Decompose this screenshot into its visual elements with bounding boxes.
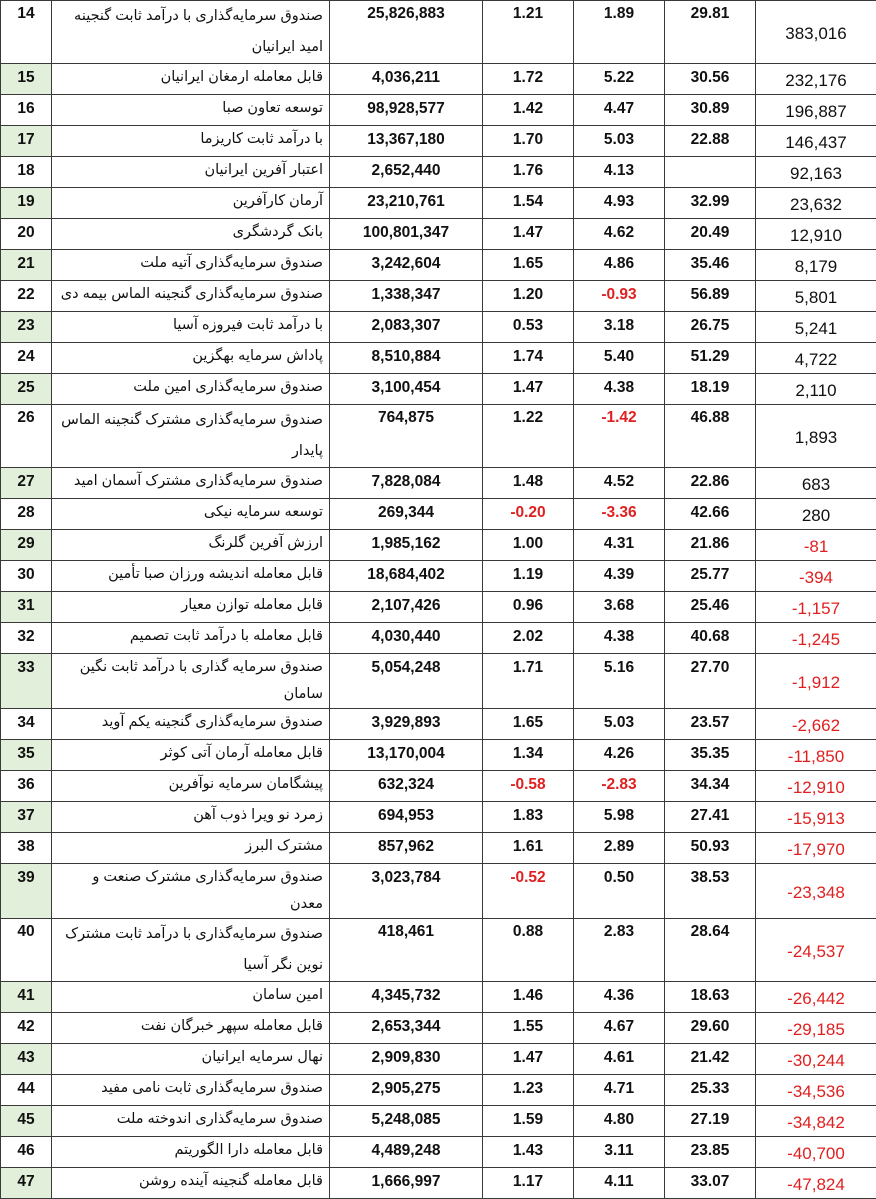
row-index: 45 bbox=[1, 1106, 52, 1137]
return-2: 4.11 bbox=[574, 1168, 665, 1199]
net-flow: 383,016 bbox=[756, 1, 876, 64]
table-row bbox=[1, 802, 876, 833]
table-row bbox=[1, 374, 876, 405]
return-3 bbox=[665, 157, 756, 188]
return-3: 38.53 bbox=[665, 864, 756, 919]
table-row bbox=[1, 1168, 876, 1199]
nav-value: 13,170,004 bbox=[330, 740, 483, 771]
table-row bbox=[1, 499, 876, 530]
return-2: 4.67 bbox=[574, 1013, 665, 1044]
row-index: 35 bbox=[1, 740, 52, 771]
return-3: 22.88 bbox=[665, 126, 756, 157]
return-2: 4.80 bbox=[574, 1106, 665, 1137]
fund-name: قابل معامله توازن معیار bbox=[52, 592, 330, 623]
return-3: 27.70 bbox=[665, 654, 756, 709]
return-1: 1.65 bbox=[483, 250, 574, 281]
return-3: 26.75 bbox=[665, 312, 756, 343]
nav-value: 13,367,180 bbox=[330, 126, 483, 157]
net-flow: 2,110 bbox=[756, 374, 876, 405]
return-1: 1.83 bbox=[483, 802, 574, 833]
return-3: 25.46 bbox=[665, 592, 756, 623]
fund-name: توسعه تعاون صبا bbox=[52, 95, 330, 126]
table-row bbox=[1, 771, 876, 802]
table-row bbox=[1, 343, 876, 374]
table-row bbox=[1, 468, 876, 499]
table-row bbox=[1, 530, 876, 561]
return-2: 4.62 bbox=[574, 219, 665, 250]
row-index: 38 bbox=[1, 833, 52, 864]
row-index: 28 bbox=[1, 499, 52, 530]
return-3: 25.33 bbox=[665, 1075, 756, 1106]
table-row bbox=[1, 740, 876, 771]
return-1: 0.88 bbox=[483, 919, 574, 982]
return-3: 23.57 bbox=[665, 709, 756, 740]
table-row bbox=[1, 250, 876, 281]
return-1: 1.46 bbox=[483, 982, 574, 1013]
return-1: 1.71 bbox=[483, 654, 574, 709]
row-index: 29 bbox=[1, 530, 52, 561]
return-1: 0.53 bbox=[483, 312, 574, 343]
row-index: 14 bbox=[1, 1, 52, 64]
row-index: 17 bbox=[1, 126, 52, 157]
fund-name: قابل معامله گنجینه آینده روشن bbox=[52, 1168, 330, 1199]
net-flow: 5,241 bbox=[756, 312, 876, 343]
row-index: 15 bbox=[1, 64, 52, 95]
table-row bbox=[1, 833, 876, 864]
return-1: 1.20 bbox=[483, 281, 574, 312]
nav-value: 98,928,577 bbox=[330, 95, 483, 126]
table-row bbox=[1, 919, 876, 982]
return-2: -0.93 bbox=[574, 281, 665, 312]
net-flow: -1,157 bbox=[756, 592, 876, 623]
fund-name: اعتبار آفرین ایرانیان bbox=[52, 157, 330, 188]
net-flow: -394 bbox=[756, 561, 876, 592]
net-flow: -17,970 bbox=[756, 833, 876, 864]
return-2: 5.03 bbox=[574, 126, 665, 157]
return-1: 1.48 bbox=[483, 468, 574, 499]
row-index: 39 bbox=[1, 864, 52, 919]
table-row bbox=[1, 561, 876, 592]
fund-name: ارزش آفرین گلرنگ bbox=[52, 530, 330, 561]
net-flow: 146,437 bbox=[756, 126, 876, 157]
return-2: 4.52 bbox=[574, 468, 665, 499]
net-flow: -29,185 bbox=[756, 1013, 876, 1044]
table-row bbox=[1, 864, 876, 919]
return-1: 1.22 bbox=[483, 405, 574, 468]
return-2: 1.89 bbox=[574, 1, 665, 64]
nav-value: 1,666,997 bbox=[330, 1168, 483, 1199]
return-2: 3.18 bbox=[574, 312, 665, 343]
fund-name: قابل معامله ارمغان ایرانیان bbox=[52, 64, 330, 95]
row-index: 26 bbox=[1, 405, 52, 468]
table-row bbox=[1, 982, 876, 1013]
table-body bbox=[1, 1, 876, 1199]
row-index: 21 bbox=[1, 250, 52, 281]
return-2: 4.61 bbox=[574, 1044, 665, 1075]
row-index: 19 bbox=[1, 188, 52, 219]
fund-name: صندوق سرمایه‌گذاری مشترک گنجینه الماس پایدار bbox=[52, 405, 330, 468]
net-flow: 232,176 bbox=[756, 64, 876, 95]
table-row bbox=[1, 188, 876, 219]
row-index: 24 bbox=[1, 343, 52, 374]
return-1: 1.47 bbox=[483, 219, 574, 250]
return-3: 33.07 bbox=[665, 1168, 756, 1199]
nav-value: 5,248,085 bbox=[330, 1106, 483, 1137]
table-row bbox=[1, 95, 876, 126]
return-3: 46.88 bbox=[665, 405, 756, 468]
row-index: 22 bbox=[1, 281, 52, 312]
fund-name: امین سامان bbox=[52, 982, 330, 1013]
nav-value: 3,929,893 bbox=[330, 709, 483, 740]
net-flow: -11,850 bbox=[756, 740, 876, 771]
fund-name: پاداش سرمایه بهگزین bbox=[52, 343, 330, 374]
nav-value: 18,684,402 bbox=[330, 561, 483, 592]
return-1: 1.34 bbox=[483, 740, 574, 771]
table-row bbox=[1, 405, 876, 468]
net-flow: -2,662 bbox=[756, 709, 876, 740]
row-index: 20 bbox=[1, 219, 52, 250]
row-index: 34 bbox=[1, 709, 52, 740]
return-1: 1.74 bbox=[483, 343, 574, 374]
nav-value: 100,801,347 bbox=[330, 219, 483, 250]
return-3: 32.99 bbox=[665, 188, 756, 219]
table-row bbox=[1, 1044, 876, 1075]
return-2: 4.31 bbox=[574, 530, 665, 561]
net-flow: -24,537 bbox=[756, 919, 876, 982]
return-2: -3.36 bbox=[574, 499, 665, 530]
return-1: 1.42 bbox=[483, 95, 574, 126]
net-flow: -1,245 bbox=[756, 623, 876, 654]
fund-name: بانک گردشگری bbox=[52, 219, 330, 250]
return-2: 5.16 bbox=[574, 654, 665, 709]
row-index: 27 bbox=[1, 468, 52, 499]
table-row bbox=[1, 592, 876, 623]
nav-value: 632,324 bbox=[330, 771, 483, 802]
net-flow: -30,244 bbox=[756, 1044, 876, 1075]
row-index: 47 bbox=[1, 1168, 52, 1199]
return-3: 42.66 bbox=[665, 499, 756, 530]
net-flow: 12,910 bbox=[756, 219, 876, 250]
row-index: 23 bbox=[1, 312, 52, 343]
fund-name: صندوق سرمایه‌گذاری ثابت نامی مفید bbox=[52, 1075, 330, 1106]
nav-value: 3,242,604 bbox=[330, 250, 483, 281]
return-1: 1.76 bbox=[483, 157, 574, 188]
return-2: 4.93 bbox=[574, 188, 665, 219]
nav-value: 2,652,440 bbox=[330, 157, 483, 188]
return-3: 27.19 bbox=[665, 1106, 756, 1137]
return-2: 5.22 bbox=[574, 64, 665, 95]
nav-value: 857,962 bbox=[330, 833, 483, 864]
return-1: 1.23 bbox=[483, 1075, 574, 1106]
fund-name: زمرد نو ویرا ذوب آهن bbox=[52, 802, 330, 833]
fund-name: صندوق سرمایه‌گذاری با درآمد ثابت گنجینه امید ایرانیان bbox=[52, 1, 330, 64]
net-flow: 683 bbox=[756, 468, 876, 499]
return-2: 4.38 bbox=[574, 623, 665, 654]
nav-value: 4,030,440 bbox=[330, 623, 483, 654]
fund-name: قابل معامله آرمان آتی کوثر bbox=[52, 740, 330, 771]
net-flow: -12,910 bbox=[756, 771, 876, 802]
return-1: 1.19 bbox=[483, 561, 574, 592]
net-flow: 1,893 bbox=[756, 405, 876, 468]
return-3: 51.29 bbox=[665, 343, 756, 374]
table-row bbox=[1, 709, 876, 740]
return-1: 1.21 bbox=[483, 1, 574, 64]
row-index: 36 bbox=[1, 771, 52, 802]
nav-value: 1,338,347 bbox=[330, 281, 483, 312]
table-row bbox=[1, 312, 876, 343]
table-row bbox=[1, 1106, 876, 1137]
row-index: 41 bbox=[1, 982, 52, 1013]
return-2: 4.36 bbox=[574, 982, 665, 1013]
row-index: 31 bbox=[1, 592, 52, 623]
return-2: -2.83 bbox=[574, 771, 665, 802]
return-1: 1.43 bbox=[483, 1137, 574, 1168]
return-1: 1.65 bbox=[483, 709, 574, 740]
return-1: 1.55 bbox=[483, 1013, 574, 1044]
nav-value: 2,653,344 bbox=[330, 1013, 483, 1044]
return-3: 34.34 bbox=[665, 771, 756, 802]
return-1: 2.02 bbox=[483, 623, 574, 654]
return-2: -1.42 bbox=[574, 405, 665, 468]
net-flow: -47,824 bbox=[756, 1168, 876, 1199]
table-row bbox=[1, 623, 876, 654]
net-flow: -34,842 bbox=[756, 1106, 876, 1137]
net-flow: -34,536 bbox=[756, 1075, 876, 1106]
table-row bbox=[1, 1137, 876, 1168]
return-1: 1.70 bbox=[483, 126, 574, 157]
row-index: 30 bbox=[1, 561, 52, 592]
return-1: 1.59 bbox=[483, 1106, 574, 1137]
net-flow: 8,179 bbox=[756, 250, 876, 281]
return-3: 50.93 bbox=[665, 833, 756, 864]
return-1: 1.54 bbox=[483, 188, 574, 219]
nav-value: 418,461 bbox=[330, 919, 483, 982]
nav-value: 2,083,307 bbox=[330, 312, 483, 343]
row-index: 25 bbox=[1, 374, 52, 405]
return-1: 1.00 bbox=[483, 530, 574, 561]
return-3: 29.60 bbox=[665, 1013, 756, 1044]
row-index: 18 bbox=[1, 157, 52, 188]
return-3: 22.86 bbox=[665, 468, 756, 499]
return-1: -0.58 bbox=[483, 771, 574, 802]
return-2: 3.68 bbox=[574, 592, 665, 623]
fund-name: صندوق سرمایه‌گذاری گنجینه الماس بیمه دی bbox=[52, 281, 330, 312]
table-row bbox=[1, 64, 876, 95]
fund-name: آرمان کارآفرین bbox=[52, 188, 330, 219]
net-flow: 92,163 bbox=[756, 157, 876, 188]
nav-value: 269,344 bbox=[330, 499, 483, 530]
return-2: 4.39 bbox=[574, 561, 665, 592]
row-index: 32 bbox=[1, 623, 52, 654]
return-2: 4.86 bbox=[574, 250, 665, 281]
return-3: 28.64 bbox=[665, 919, 756, 982]
row-index: 46 bbox=[1, 1137, 52, 1168]
return-2: 4.26 bbox=[574, 740, 665, 771]
table-row bbox=[1, 1, 876, 64]
return-3: 20.49 bbox=[665, 219, 756, 250]
fund-name: با درآمد ثابت کاریزما bbox=[52, 126, 330, 157]
return-3: 30.89 bbox=[665, 95, 756, 126]
nav-value: 5,054,248 bbox=[330, 654, 483, 709]
fund-name: با درآمد ثابت فیروزه آسیا bbox=[52, 312, 330, 343]
return-3: 25.77 bbox=[665, 561, 756, 592]
return-1: 1.47 bbox=[483, 1044, 574, 1075]
net-flow: -23,348 bbox=[756, 864, 876, 919]
row-index: 37 bbox=[1, 802, 52, 833]
fund-name: صندوق سرمایه‌گذاری با درآمد ثابت مشترک نوین نگر آسیا bbox=[52, 919, 330, 982]
net-flow: -40,700 bbox=[756, 1137, 876, 1168]
return-3: 35.46 bbox=[665, 250, 756, 281]
nav-value: 2,905,275 bbox=[330, 1075, 483, 1106]
net-flow: -26,442 bbox=[756, 982, 876, 1013]
nav-value: 2,909,830 bbox=[330, 1044, 483, 1075]
return-3: 56.89 bbox=[665, 281, 756, 312]
return-3: 30.56 bbox=[665, 64, 756, 95]
return-2: 5.03 bbox=[574, 709, 665, 740]
nav-value: 4,036,211 bbox=[330, 64, 483, 95]
fund-name: نهال سرمایه ایرانیان bbox=[52, 1044, 330, 1075]
fund-name: قابل معامله دارا الگوریتم bbox=[52, 1137, 330, 1168]
table-row bbox=[1, 654, 876, 709]
fund-name: صندوق سرمایه‌گذاری اندوخته ملت bbox=[52, 1106, 330, 1137]
row-index: 16 bbox=[1, 95, 52, 126]
return-3: 18.19 bbox=[665, 374, 756, 405]
return-2: 4.47 bbox=[574, 95, 665, 126]
fund-name: صندوق سرمایه گذاری با درآمد ثابت نگین سامان bbox=[52, 654, 330, 709]
nav-value: 8,510,884 bbox=[330, 343, 483, 374]
table-row bbox=[1, 126, 876, 157]
fund-name: مشترک البرز bbox=[52, 833, 330, 864]
return-2: 4.38 bbox=[574, 374, 665, 405]
fund-name: قابل معامله سپهر خبرگان نفت bbox=[52, 1013, 330, 1044]
row-index: 42 bbox=[1, 1013, 52, 1044]
return-3: 29.81 bbox=[665, 1, 756, 64]
return-3: 21.42 bbox=[665, 1044, 756, 1075]
fund-name: صندوق سرمایه‌گذاری امین ملت bbox=[52, 374, 330, 405]
net-flow: 4,722 bbox=[756, 343, 876, 374]
nav-value: 2,107,426 bbox=[330, 592, 483, 623]
return-2: 5.40 bbox=[574, 343, 665, 374]
nav-value: 25,826,883 bbox=[330, 1, 483, 64]
table-row bbox=[1, 1013, 876, 1044]
return-2: 4.13 bbox=[574, 157, 665, 188]
return-1: 1.47 bbox=[483, 374, 574, 405]
row-index: 44 bbox=[1, 1075, 52, 1106]
net-flow: 196,887 bbox=[756, 95, 876, 126]
return-1: 0.96 bbox=[483, 592, 574, 623]
nav-value: 3,100,454 bbox=[330, 374, 483, 405]
table-row bbox=[1, 219, 876, 250]
fund-name: صندوق سرمایه‌گذاری گنجینه یکم آوید bbox=[52, 709, 330, 740]
nav-value: 4,345,732 bbox=[330, 982, 483, 1013]
row-index: 40 bbox=[1, 919, 52, 982]
fund-name: پیشگامان سرمایه نوآفرین bbox=[52, 771, 330, 802]
return-3: 18.63 bbox=[665, 982, 756, 1013]
return-3: 21.86 bbox=[665, 530, 756, 561]
table-row bbox=[1, 281, 876, 312]
nav-value: 3,023,784 bbox=[330, 864, 483, 919]
return-3: 35.35 bbox=[665, 740, 756, 771]
return-1: 1.61 bbox=[483, 833, 574, 864]
table-row bbox=[1, 1075, 876, 1106]
return-2: 2.83 bbox=[574, 919, 665, 982]
return-3: 40.68 bbox=[665, 623, 756, 654]
net-flow: -15,913 bbox=[756, 802, 876, 833]
net-flow: 5,801 bbox=[756, 281, 876, 312]
return-2: 2.89 bbox=[574, 833, 665, 864]
return-1: 1.17 bbox=[483, 1168, 574, 1199]
nav-value: 7,828,084 bbox=[330, 468, 483, 499]
nav-value: 23,210,761 bbox=[330, 188, 483, 219]
fund-name: صندوق سرمایه‌گذاری مشترک صنعت و معدن bbox=[52, 864, 330, 919]
net-flow: 23,632 bbox=[756, 188, 876, 219]
fund-name: قابل معامله با درآمد ثابت تصمیم bbox=[52, 623, 330, 654]
row-index: 33 bbox=[1, 654, 52, 709]
nav-value: 4,489,248 bbox=[330, 1137, 483, 1168]
return-1: -0.52 bbox=[483, 864, 574, 919]
return-1: -0.20 bbox=[483, 499, 574, 530]
fund-name: قابل معامله اندیشه ورزان صبا تأمین bbox=[52, 561, 330, 592]
nav-value: 1,985,162 bbox=[330, 530, 483, 561]
return-3: 23.85 bbox=[665, 1137, 756, 1168]
net-flow: -1,912 bbox=[756, 654, 876, 709]
return-1: 1.72 bbox=[483, 64, 574, 95]
return-2: 4.71 bbox=[574, 1075, 665, 1106]
return-2: 3.11 bbox=[574, 1137, 665, 1168]
fund-name: صندوق سرمایه‌گذاری مشترک آسمان امید bbox=[52, 468, 330, 499]
net-flow: -81 bbox=[756, 530, 876, 561]
fund-name: صندوق سرمایه‌گذاری آتیه ملت bbox=[52, 250, 330, 281]
return-3: 27.41 bbox=[665, 802, 756, 833]
fund-name: توسعه سرمایه نیکی bbox=[52, 499, 330, 530]
nav-value: 764,875 bbox=[330, 405, 483, 468]
return-2: 5.98 bbox=[574, 802, 665, 833]
nav-value: 694,953 bbox=[330, 802, 483, 833]
table-row bbox=[1, 157, 876, 188]
row-index: 43 bbox=[1, 1044, 52, 1075]
return-2: 0.50 bbox=[574, 864, 665, 919]
net-flow: 280 bbox=[756, 499, 876, 530]
